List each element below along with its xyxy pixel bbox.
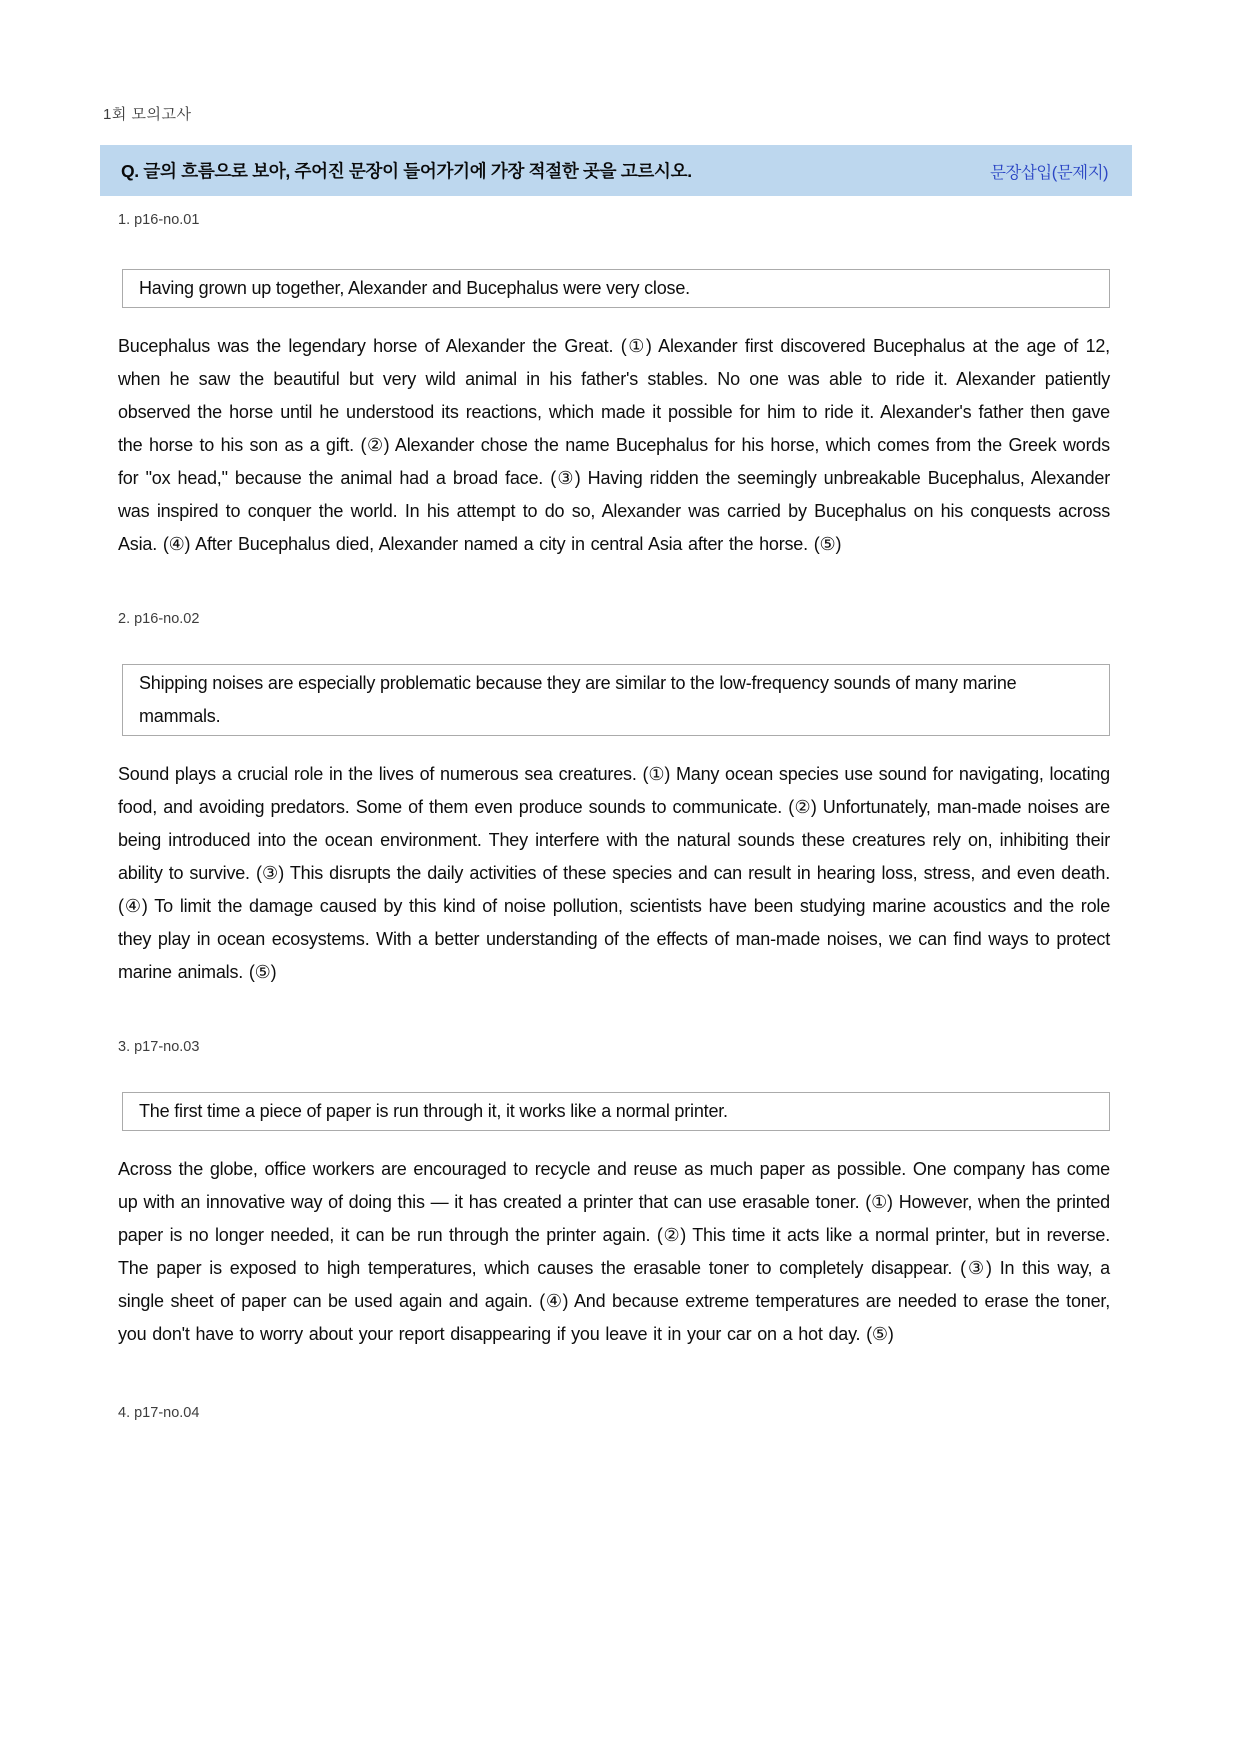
question-3-given-sentence-box	[122, 1092, 1110, 1131]
question-category-tag[interactable]: 문장삽입(문제지)	[989, 163, 1108, 182]
document-title: 1회 모의고사	[103, 106, 192, 123]
question-2-given-sentence-box	[122, 664, 1110, 736]
question-3-number-label: 3. p17-no.03	[118, 1039, 200, 1055]
question-2-passage: Sound plays a crucial role in the lives of numerous sea creatures. (①) Many ocean species use sound for navigating, locating food, and avoiding predators. Some of them even produce sounds to communicate. (②) Unfortunately, man-made noises are being introduced into the ocean environment. They interfere with the natural sounds these creatures rely on, inhibiting their ability to survive. (③) This disrupts the daily activities of these species and can result in hearing loss, stress, and even death. (④) To limit the damage caused by this kind of noise pollution, scientists have been studying marine acoustics and the role they play in ocean ecosystems. With a better understanding of the effects of man-made noises, we can find ways to protect marine animals. (⑤)	[118, 764, 1110, 982]
question-3-given-sentence: The first time a piece of paper is run through it, it works like a normal printer.	[139, 1101, 728, 1121]
question-3-passage: Across the globe, office workers are encouraged to recycle and reuse as much paper as possible. One company has come up with an innovative way of doing this — it has created a printer that can use erasable toner. (①) However, when the printed paper is no longer needed, it can be run through the printer again. (②) This time it acts like a normal printer, but in reverse. The paper is exposed to high temperatures, which causes the erasable toner to completely disappear. (③) In this way, a single sheet of paper can be used again and again. (④) And because extreme temperatures are needed to erase the toner, you don't have to worry about your report disappearing if you leave it in your car on a hot day. (⑤)	[118, 1159, 1111, 1344]
question-1-passage: Bucephalus was the legendary horse of Alexander the Great. (①) Alexander first discovered Bucephalus at the age of 12, when he saw the beautiful but very wild animal in his father's stables. No one was able to ride it. Alexander patiently observed the horse until he understood its reactions, which made it possible for him to ride it. Alexander's father then gave the horse to his son as a gift. (②) Alexander chose the name Bucephalus for his horse, which comes from the Greek words for "ox head," because the animal had a broad face. (③) Having ridden the seemingly unbreakable Bucephalus, Alexander was inspired to conquer the world. In his attempt to do so, Alexander was carried by Bucephalus on his conquests across Asia. (④) After Bucephalus died, Alexander named a city in central Asia after the horse. (⑤)	[118, 336, 1110, 554]
question-1-given-sentence: Having grown up together, Alexander and Bucephalus were very close.	[139, 278, 690, 298]
question-1-given-sentence-box	[122, 269, 1110, 308]
question-2-number-label: 2. p16-no.02	[118, 611, 200, 627]
question-4-number-label: 4. p17-no.04	[118, 1405, 200, 1421]
question-header-bar	[100, 145, 1132, 196]
question-1-number-label: 1. p16-no.01	[118, 212, 200, 228]
question-2-given-sentence: Shipping noises are especially problematic because they are similar to the low-frequency sounds of many marine mammals.	[139, 673, 1017, 726]
question-prompt: Q. 글의 흐름으로 보아, 주어진 문장이 들어가기에 가장 적절한 곳을 고르시오.	[121, 161, 692, 181]
